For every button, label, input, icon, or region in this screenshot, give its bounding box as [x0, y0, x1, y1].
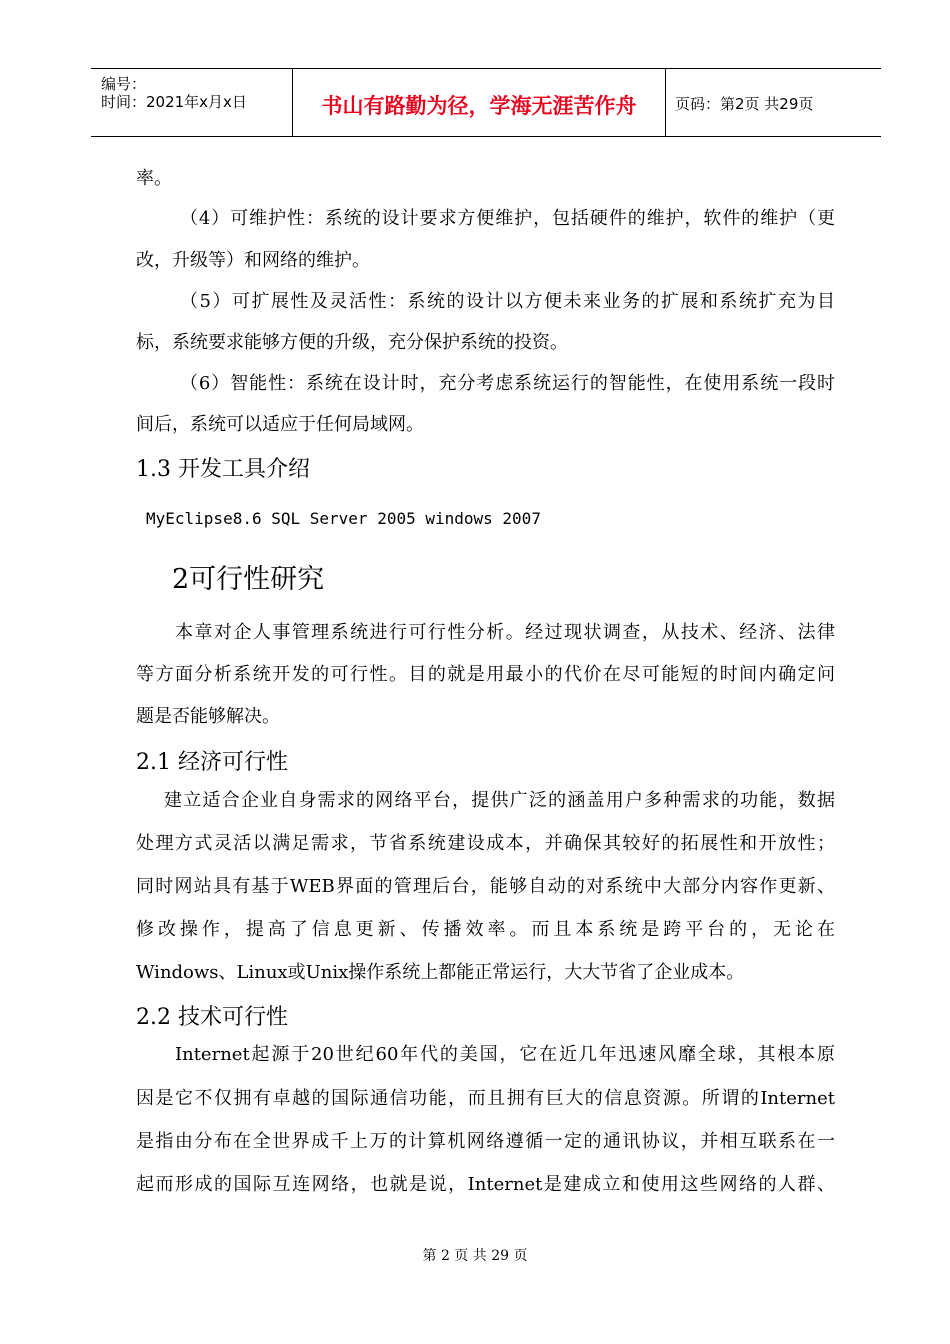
body-line: Internet起源于20世纪60年代的美国，它在近几年迅速风靡全球，其根本原	[175, 1044, 835, 1065]
body-line: 因是它不仅拥有卓越的国际通信功能，而且拥有巨大的信息资源。所谓的Internet	[136, 1088, 835, 1109]
body-line: 间后，系统可以适应于任何局域网。	[136, 414, 424, 435]
body-line: 是指由分布在全世界成千上万的计算机网络遵循一定的通讯协议，并相互联系在一	[136, 1131, 835, 1152]
page-header	[91, 68, 881, 137]
body-line: 率。	[136, 168, 172, 189]
body-line: Windows、Linux或Unix操作系统上都能正常运行，大大节省了企业成本。	[136, 962, 745, 983]
body-line: （6）智能性：系统在设计时，充分考虑系统运行的智能性，在使用系统一段时	[180, 373, 835, 394]
dev-tools-list: MyEclipse8.6 SQL Server 2005 windows 2007	[146, 509, 541, 528]
body-line: 等方面分析系统开发的可行性。目的就是用最小的代价在尽可能短的时间内确定问	[136, 664, 835, 685]
document-time-label: 时间：2021年x月x日	[101, 93, 247, 111]
body-line: 标，系统要求能够方便的升级，充分保护系统的投资。	[136, 332, 568, 353]
body-line: 起而形成的国际互连网络，也就是说，Internet是建成立和使用这些网络的人群、	[136, 1174, 835, 1195]
header-page-code: 页码：第2页 共29页	[675, 95, 814, 113]
body-line: 本章对企人事管理系统进行可行性分析。经过现状调查，从技术、经济、法律	[175, 622, 835, 643]
body-line: （4）可维护性：系统的设计要求方便维护，包括硬件的维护，软件的维护（更	[180, 208, 835, 229]
section-heading-2-1: 2.1 经济可行性	[136, 750, 288, 775]
header-left-cell	[91, 69, 292, 136]
header-motto-cell	[292, 69, 666, 136]
section-heading-2-2: 2.2 技术可行性	[136, 1005, 288, 1030]
section-heading-1-3: 1.3 开发工具介绍	[136, 457, 310, 482]
body-line: 修改操作，提高了信息更新、传播效率。而且本系统是跨平台的，无论在	[136, 919, 835, 940]
body-line: 建立适合企业自身需求的网络平台，提供广泛的涵盖用户多种需求的功能，数据	[164, 790, 835, 811]
body-line: 同时网站具有基于WEB界面的管理后台，能够自动的对系统中大部分内容作更新、	[136, 876, 835, 897]
header-page-cell	[665, 69, 881, 136]
chapter-title: 2可行性研究	[172, 564, 325, 595]
header-motto: 书山有路勤为径，学海无涯苦作舟	[321, 94, 637, 118]
body-line: 改，升级等）和网络的维护。	[136, 250, 370, 271]
body-line: 处理方式灵活以满足需求，节省系统建设成本，并确保其较好的拓展性和开放性；	[136, 833, 835, 854]
body-line: （5）可扩展性及灵活性：系统的设计以方便未来业务的扩展和系统扩充为目	[180, 291, 835, 312]
page-footer: 第 2 页 共 29 页	[422, 1248, 528, 1264]
body-line: 题是否能够解决。	[136, 706, 280, 727]
document-number-label: 编号：	[101, 75, 147, 93]
